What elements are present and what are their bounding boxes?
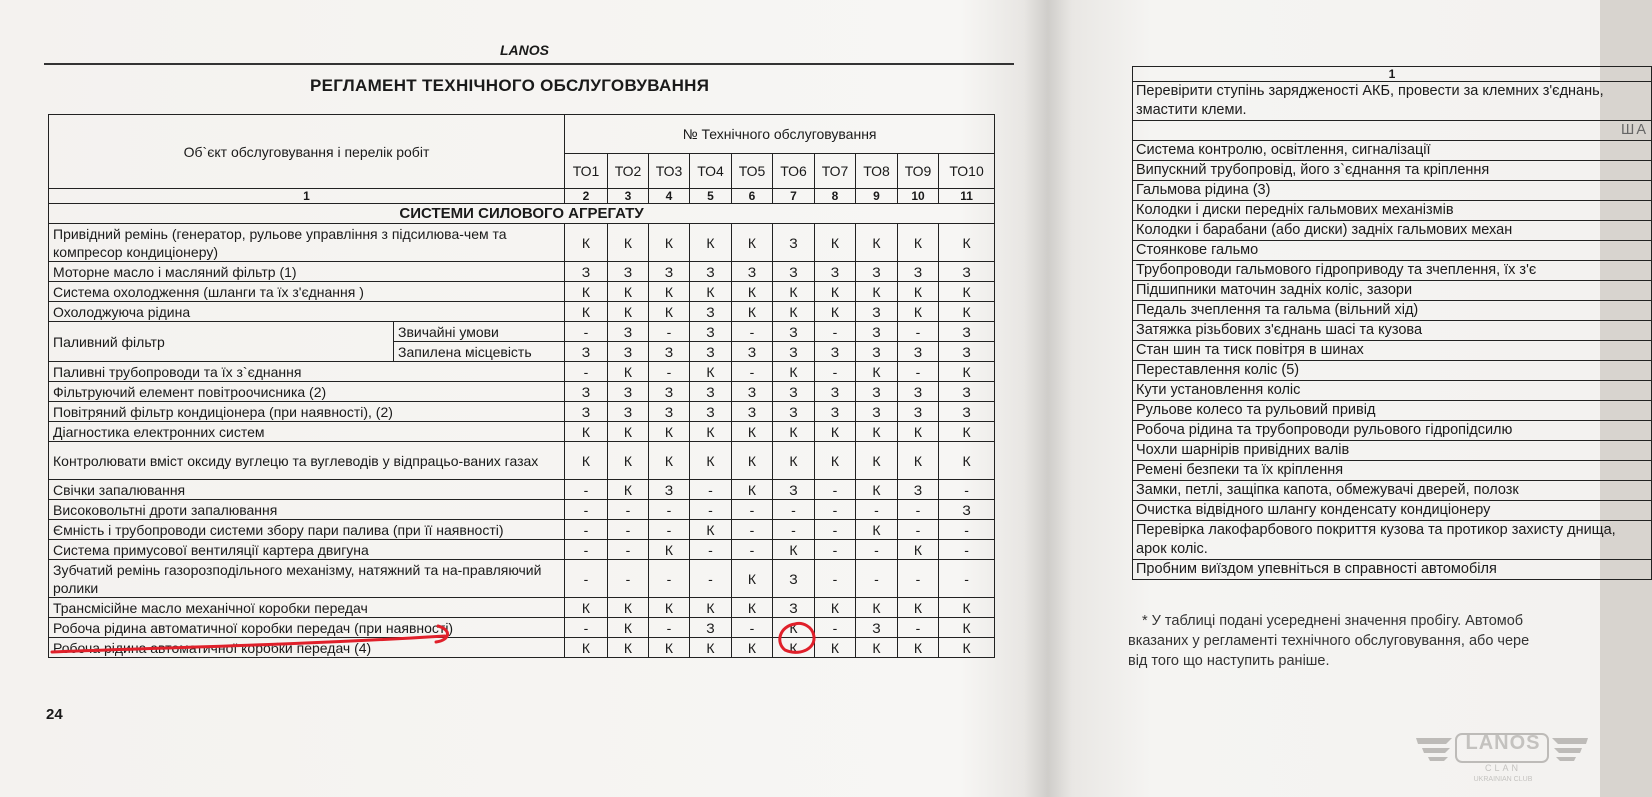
row-value: - [690,480,732,500]
footnote-line: вказаних у регламенті технічного обслуговування, або чере [1128,633,1530,649]
to-column-header: ТО6 [773,154,815,189]
logo-caption: UKRAINIAN CLUB [1473,776,1533,783]
right-row-label: Колодки і диски передніх гальмових механізмів [1133,201,1652,221]
column-number: 4 [649,189,690,204]
row-value: З [773,382,815,402]
row-value: К [732,442,773,480]
row-value: К [898,442,939,480]
row-value: К [898,540,939,560]
logo-sub: CLAN [1484,763,1521,773]
right-row-label: Кути установлення коліс [1133,381,1652,401]
right-row-label: Трубопроводи гальмового гідроприводу та зчеплення, їх з'є [1133,261,1652,281]
row-value: З [856,342,898,362]
column-number: 6 [732,189,773,204]
right-col-number: 1 [1133,67,1652,82]
row-value: - [898,500,939,520]
row-value: К [856,422,898,442]
row-value: - [608,560,649,598]
row-value: З [898,342,939,362]
row-value: - [649,500,690,520]
row-value: К [732,282,773,302]
right-table-row [1133,421,1652,441]
right-row-label: Система контролю, освітлення, сигналізації [1133,141,1652,161]
row-value: З [856,322,898,342]
column-number: 5 [690,189,732,204]
right-row-label: Стан шин та тиск повітря в шинах [1133,341,1652,361]
row-value: К [649,540,690,560]
row-sublabel: Запилена місцевість [394,342,565,362]
row-value: З [732,342,773,362]
column-number: 11 [939,189,995,204]
row-label: Свічки запалювання [49,480,565,500]
to-column-header: ТО7 [815,154,856,189]
row-value: - [773,520,815,540]
row-value: - [565,322,608,342]
row-value: К [690,442,732,480]
row-value: К [649,598,690,618]
row-value: - [565,500,608,520]
right-table-row [1133,181,1652,201]
row-label: Діагностика електронних систем [49,422,565,442]
right-table-row [1133,201,1652,221]
right-row-label: Пробним виїздом упевніться в справності автомобіля [1133,560,1652,580]
to-column-header: ТО3 [649,154,690,189]
row-label: Паливний фільтр [49,322,394,362]
row-value: К [690,224,732,262]
row-value: З [939,342,995,362]
column-number: 1 [49,189,565,204]
row-value: З [939,322,995,342]
row-value: - [608,520,649,540]
right-table-row [1133,241,1652,261]
row-value: З [815,382,856,402]
right-table-row [1133,301,1652,321]
row-value: - [649,322,690,342]
row-value: З [898,402,939,422]
row-label: Паливні трубопроводи та їх з`єднання [49,362,565,382]
row-value: К [773,618,815,638]
row-value: К [773,282,815,302]
row-value: К [608,618,649,638]
row-value: - [815,362,856,382]
footnote-line: * У таблиці подані усереднені значення пробігу. Автомоб [1142,613,1524,629]
row-value: З [649,382,690,402]
column-number: 10 [898,189,939,204]
row-label: Трансмісійне масло механічної коробки передач [49,598,565,618]
row-value: - [773,500,815,520]
row-value: К [856,282,898,302]
row-value: К [649,282,690,302]
right-row-label: Перевірити ступінь заряджeності АКБ, провести за клемних з'єднань, змастити клеми. [1133,82,1652,121]
row-value: К [690,362,732,382]
right-row-label: Стоянкове гальмо [1133,241,1652,261]
row-value: К [608,362,649,382]
right-row-label: Гальмова рідина (3) [1133,181,1652,201]
row-value: К [565,638,608,658]
row-value: К [690,520,732,540]
row-value: К [939,282,995,302]
row-sublabel: Звичайні умови [394,322,565,342]
row-value: - [939,480,995,500]
row-label: Система охолодження (шланги та їх з'єднання ) [49,282,565,302]
row-value: - [856,540,898,560]
row-value: К [939,362,995,382]
row-value: К [773,302,815,322]
row-value: - [732,540,773,560]
row-value: З [773,560,815,598]
row-value: К [649,422,690,442]
row-value: - [732,520,773,540]
row-value: К [732,302,773,322]
row-value: - [815,520,856,540]
row-value: З [690,382,732,402]
row-value: К [856,362,898,382]
row-value: К [898,422,939,442]
row-value: З [565,262,608,282]
to-group-header: № Технічного обслуговування [565,115,995,154]
row-value: - [732,618,773,638]
row-label: Ємність і трубопроводи системи збору пари палива (при її наявності) [49,520,565,540]
row-value: З [939,500,995,520]
row-value: - [649,560,690,598]
row-value: К [898,638,939,658]
row-value: - [649,520,690,540]
row-value: К [608,480,649,500]
right-row-label: Ремені безпеки та їх кріплення [1133,461,1652,481]
row-value: - [732,362,773,382]
row-value: - [856,560,898,598]
right-table-row [1133,501,1652,521]
row-value: К [690,638,732,658]
row-value: З [690,618,732,638]
right-table-row [1133,121,1652,141]
right-table-row [1133,261,1652,281]
right-table-row [1133,221,1652,241]
row-label: Зубчатий ремінь газорозподільного механізму, натяжний та на-правляючий ролики [49,560,565,598]
row-value: К [773,422,815,442]
row-value: К [565,224,608,262]
row-value: З [608,342,649,362]
row-value: З [856,262,898,282]
row-value: К [773,540,815,560]
to-column-header: ТО2 [608,154,649,189]
row-value: К [608,598,649,618]
row-value: К [608,638,649,658]
row-label: Фільтруючий елемент повітроочисника (2) [49,382,565,402]
row-value: К [898,302,939,322]
right-row-label: Затяжка різьбових з'єднань шасі та кузова [1133,321,1652,341]
row-label: Високовольтні дроти запалювання [49,500,565,520]
row-value: К [939,422,995,442]
column-number: 9 [856,189,898,204]
row-value: З [773,224,815,262]
row-value: К [608,422,649,442]
row-value: З [815,342,856,362]
row-value: З [608,262,649,282]
right-row-label: Очистка відвідного шлангу конденсату кондиціонеру [1133,501,1652,521]
row-value: К [856,598,898,618]
row-value: З [815,402,856,422]
row-value: К [939,442,995,480]
row-value: - [565,520,608,540]
row-value: - [815,540,856,560]
row-value: З [773,342,815,362]
column-number: 2 [565,189,608,204]
row-value: З [898,480,939,500]
row-value: - [690,540,732,560]
row-label: Привідний ремінь (генератор, рульове управління з підсилюва-чем та компресор кондиціонеру) [49,224,565,262]
row-value: К [815,224,856,262]
row-value: К [856,520,898,540]
row-value: З [898,382,939,402]
row-value: К [565,442,608,480]
row-value: К [815,442,856,480]
right-table-row [1133,441,1652,461]
column-number: 3 [608,189,649,204]
logo-word: LANOS [1465,732,1541,754]
row-value: К [815,302,856,322]
row-value: - [565,362,608,382]
row-value: К [939,224,995,262]
to-column-header: ТО5 [732,154,773,189]
row-value: З [649,342,690,362]
row-value: К [608,302,649,322]
right-row-label: Замки, петлі, защіпка капота, обмежувачі дверей, полозк [1133,481,1652,501]
row-value: К [649,224,690,262]
footnote [1128,611,1608,671]
row-value: К [732,422,773,442]
row-value: З [649,402,690,422]
row-value: З [690,322,732,342]
row-value: - [565,618,608,638]
row-value: К [732,480,773,500]
row-value: З [608,402,649,422]
row-value: - [939,560,995,598]
row-value: З [690,302,732,322]
row-value: К [856,638,898,658]
right-table-row [1133,521,1652,560]
row-value: З [856,402,898,422]
row-value: З [856,382,898,402]
right-table-row [1133,82,1652,121]
row-value: - [732,322,773,342]
row-value: З [815,262,856,282]
row-value: - [815,500,856,520]
row-value: К [732,224,773,262]
right-row-label: Колодки і барабани (або диски) задніх гальмових механ [1133,221,1652,241]
row-value: - [815,560,856,598]
row-value: К [856,480,898,500]
row-value: З [608,322,649,342]
row-value: З [690,262,732,282]
row-value: З [732,262,773,282]
column-number: 8 [815,189,856,204]
row-value: К [939,618,995,638]
right-table-row [1133,341,1652,361]
row-value: К [856,224,898,262]
object-column-header: Об`єкт обслуговування і перелік робіт [49,115,565,189]
to-column-header: ТО8 [856,154,898,189]
row-value: К [939,598,995,618]
row-value: К [939,302,995,322]
right-row-label: Перевірка лакофарбового покриття кузова та протикор захисту днища, арок коліс. [1133,521,1652,560]
row-value: З [856,618,898,638]
right-page [1060,0,1648,797]
row-value: К [565,302,608,322]
row-value: - [815,480,856,500]
row-label: Охолоджуюча рідина [49,302,565,322]
footnote-line: від того що наступить раніше. [1128,653,1330,669]
row-value: К [732,638,773,658]
row-value: К [815,422,856,442]
row-value: - [939,540,995,560]
row-value: К [608,282,649,302]
row-value: З [690,402,732,422]
row-value: К [898,224,939,262]
row-value: К [815,598,856,618]
right-maintenance-table [1132,66,1652,580]
row-value: З [732,402,773,422]
row-value: К [565,282,608,302]
row-value: З [732,382,773,402]
to-column-header: ТО10 [939,154,995,189]
row-label: Робоча рідина автоматичної коробки передач (при наявності) [49,618,565,638]
row-label: Моторне масло і масляний фільтр (1) [49,262,565,282]
row-value: З [773,402,815,422]
right-table-row [1133,281,1652,301]
row-value: З [690,342,732,362]
row-value: З [856,302,898,322]
page-number: 24 [46,706,63,723]
right-table-row [1133,481,1652,501]
row-value: - [608,500,649,520]
row-value: К [649,302,690,322]
row-value: З [898,262,939,282]
right-table-row [1133,141,1652,161]
right-table-row [1133,461,1652,481]
right-row-label: Рульове колесо та рульовий привід [1133,401,1652,421]
row-value: К [649,442,690,480]
row-value: К [608,224,649,262]
row-value: З [773,322,815,342]
row-value: З [773,598,815,618]
row-value: З [608,382,649,402]
section-title: СИСТЕМИ СИЛОВОГО АГРЕГАТУ [49,204,995,224]
row-value: - [898,520,939,540]
right-row-label: Педаль зчеплення та гальма (вільний хід) [1133,301,1652,321]
row-value: - [939,520,995,540]
row-value: - [856,500,898,520]
row-value: К [732,560,773,598]
row-value: - [815,618,856,638]
row-value: К [608,442,649,480]
to-column-header: ТО9 [898,154,939,189]
row-value: З [649,480,690,500]
right-row-label: Переставлення коліс (5) [1133,361,1652,381]
row-value: З [565,402,608,422]
row-value: - [690,560,732,598]
row-value: К [565,422,608,442]
row-value: - [898,618,939,638]
row-value: - [690,500,732,520]
right-table-row [1133,321,1652,341]
right-table-row [1133,161,1652,181]
right-row-label: Випускний трубопровід, його з`єднання та кріплення [1133,161,1652,181]
row-value: - [898,362,939,382]
row-value: - [898,322,939,342]
running-head: LANOS [500,42,549,58]
row-value: - [565,540,608,560]
row-value: К [856,442,898,480]
row-value: - [565,560,608,598]
to-column-header: ТО4 [690,154,732,189]
row-value: К [773,442,815,480]
row-value: К [773,362,815,382]
right-row-label: Чохли шарнірів привідних валів [1133,441,1652,461]
to-column-header: ТО1 [565,154,608,189]
row-label: Повітряний фільтр кондиціонера (при наявності), (2) [49,402,565,422]
column-number: 7 [773,189,815,204]
right-table-row [1133,361,1652,381]
row-label: Контролювати вміст оксиду вуглецю та вуглеводів у відпрацьо-ваних газах [49,442,565,480]
row-value: З [939,402,995,422]
row-value: К [690,598,732,618]
row-label: Система примусової вентиляції картера двигуна [49,540,565,560]
row-value: - [649,618,690,638]
row-value: К [565,598,608,618]
row-value: - [732,500,773,520]
right-table-row [1133,401,1652,421]
row-value: - [649,362,690,382]
right-row-label: ША [1133,121,1652,141]
row-value: К [939,638,995,658]
row-value: - [815,322,856,342]
row-value: К [732,598,773,618]
row-value: З [939,262,995,282]
row-value: К [690,282,732,302]
row-value: - [898,560,939,598]
row-value: З [649,262,690,282]
row-value: К [898,282,939,302]
page-title: РЕГЛАМЕНТ ТЕХНІЧНОГО ОБСЛУГОВУВАННЯ [310,76,710,95]
row-value: К [690,422,732,442]
row-value: З [773,480,815,500]
row-value: К [649,638,690,658]
row-value: З [565,382,608,402]
row-value: З [939,382,995,402]
row-value: К [898,598,939,618]
right-row-label: Підшипники маточин задніх коліс, зазори [1133,281,1652,301]
row-value: К [815,638,856,658]
row-value: К [815,282,856,302]
row-value: - [565,480,608,500]
row-label: Робоча рідина автоматичної коробки передач (4) [49,638,565,658]
right-table-row [1133,381,1652,401]
right-table-row [1133,560,1652,580]
row-value: З [773,262,815,282]
row-value: К [773,638,815,658]
right-row-label: Робоча рідина та трубопроводи рульового гідропідсилю [1133,421,1652,441]
row-value: З [565,342,608,362]
row-value: - [608,540,649,560]
